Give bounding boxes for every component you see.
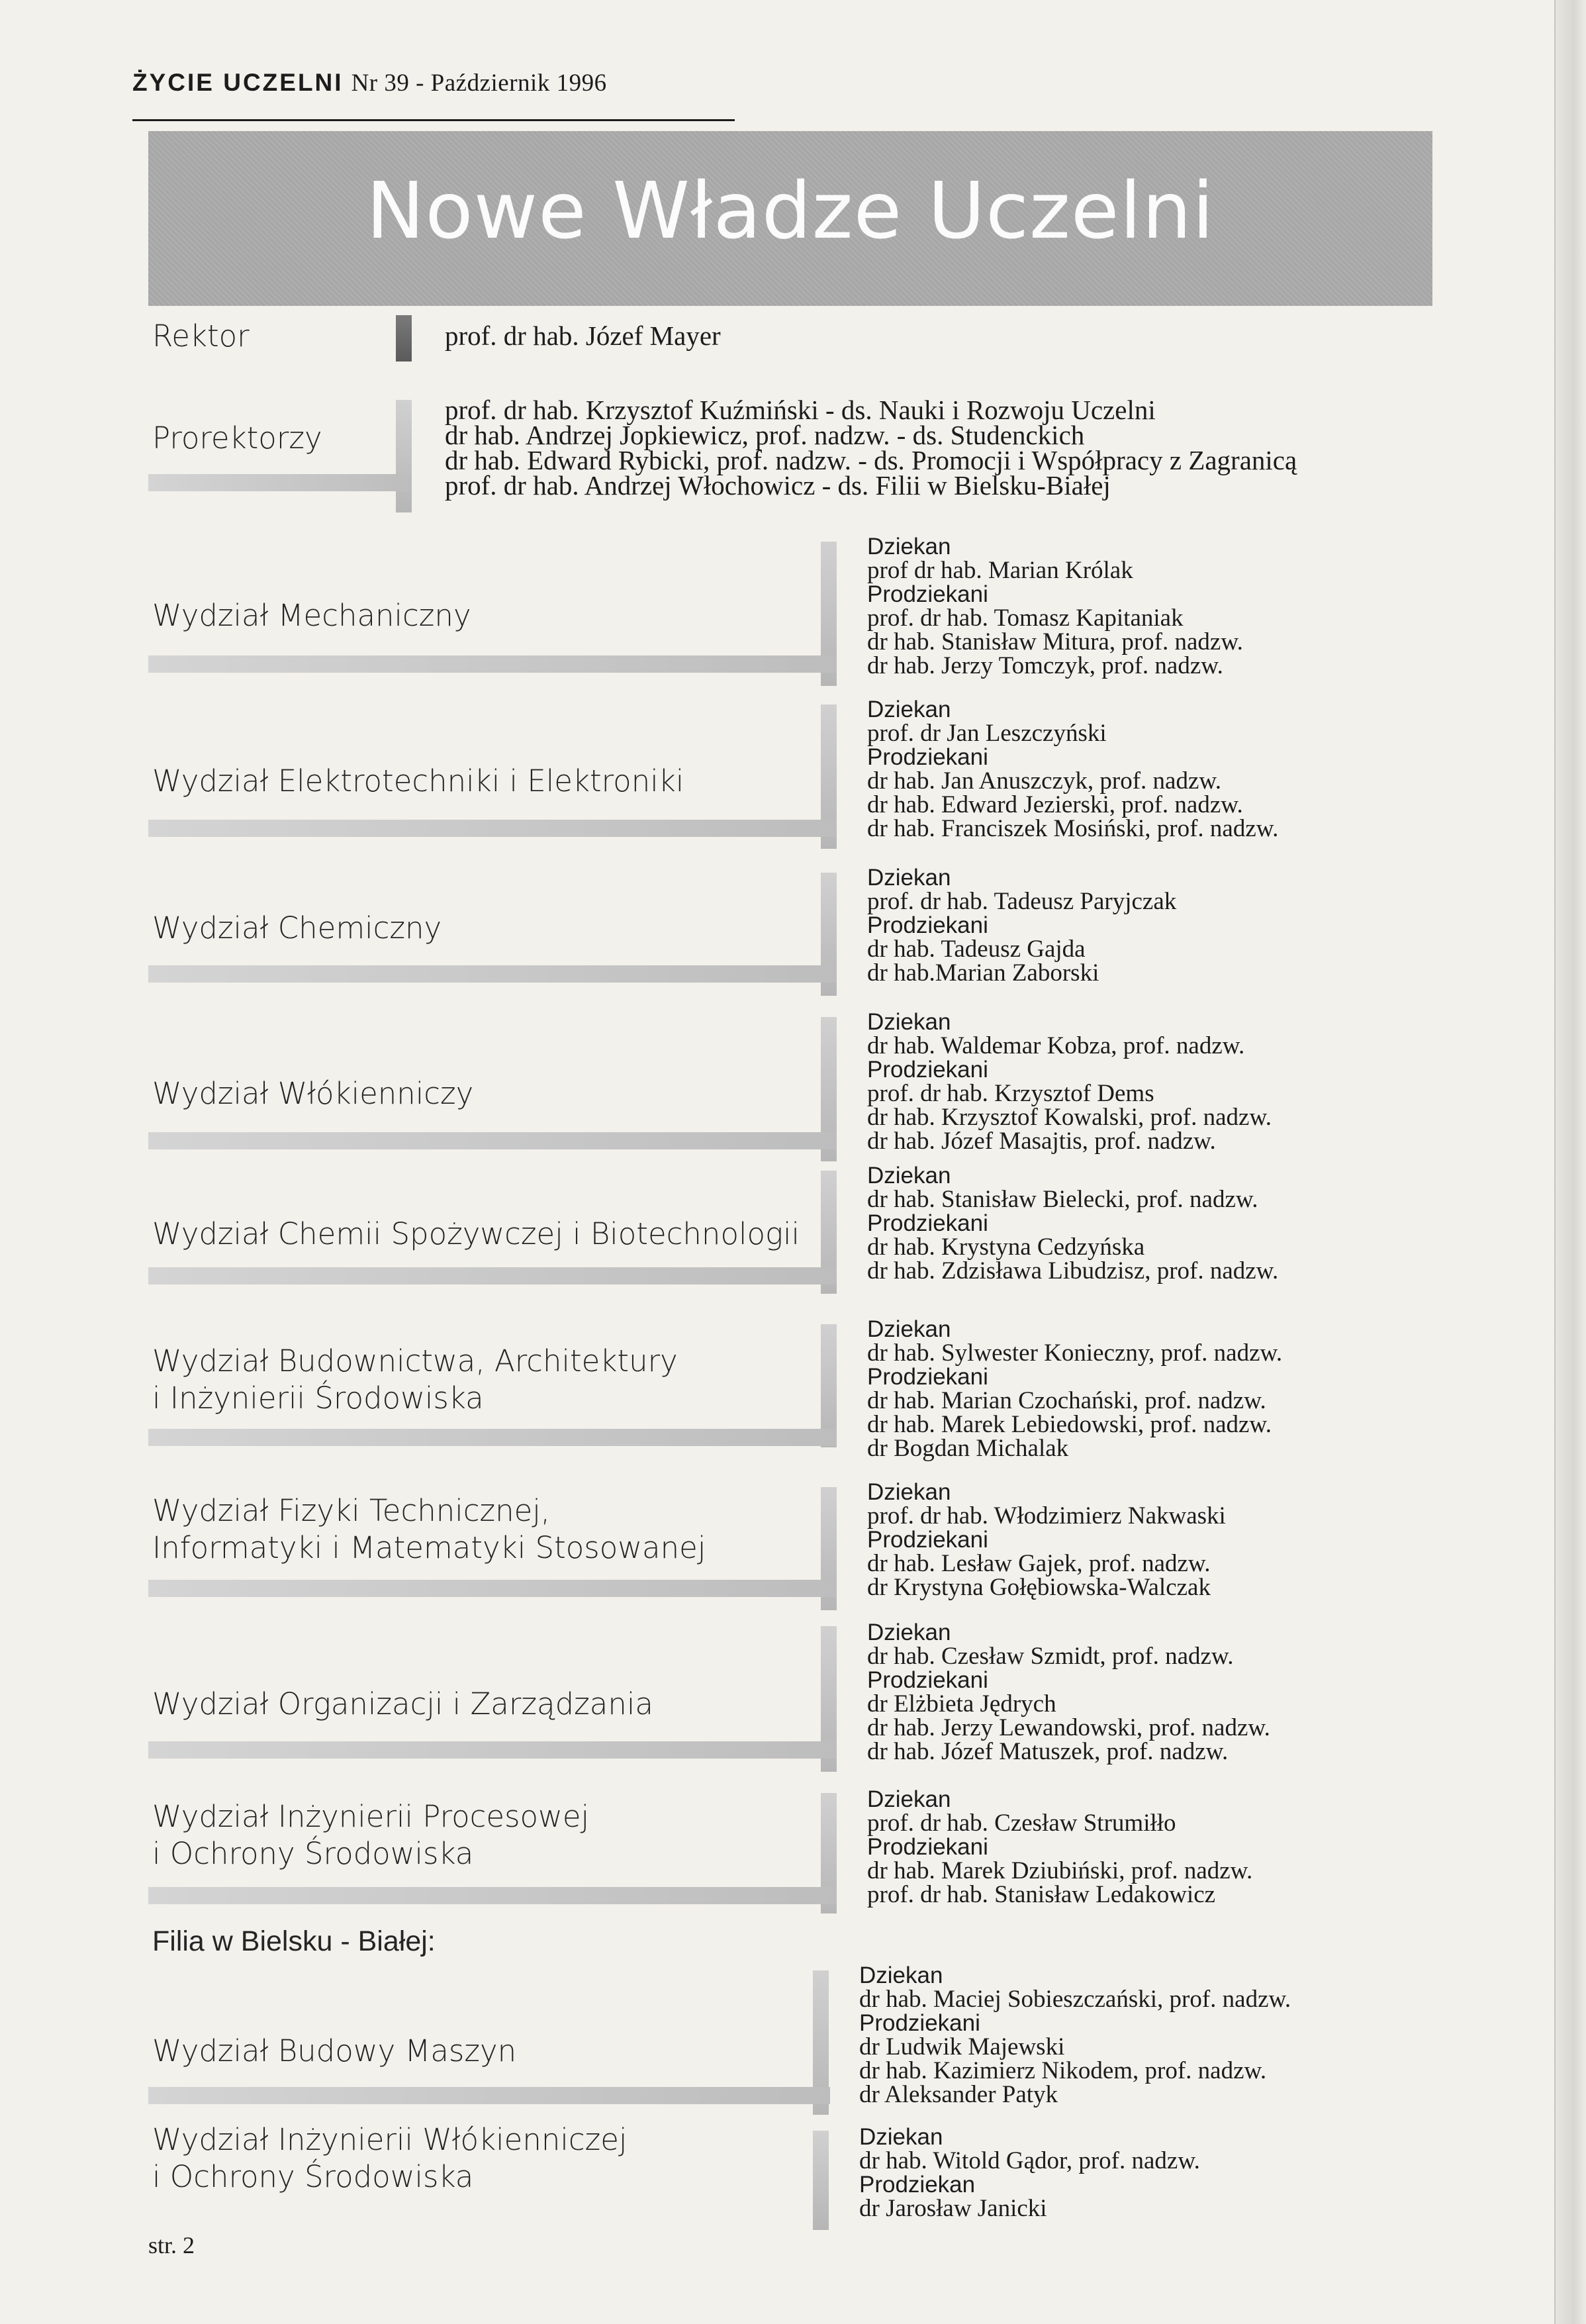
faculty-underbar — [148, 1887, 837, 1904]
faculty-staff — [867, 1164, 1278, 1283]
faculty-underbar — [148, 655, 837, 673]
prorektor-item: dr hab. Andrzej Jopkiewicz, prof. nadzw. - ds. Studenckich — [445, 420, 1085, 450]
role-label: Dziekan — [867, 1163, 951, 1188]
staff-line: dr Ludwik Majewski — [859, 2033, 1065, 2060]
staff-line: dr hab. Kazimierz Nikodem, prof. nadzw. — [859, 2057, 1267, 2084]
faculty-staff — [867, 698, 1278, 841]
banner-title: Nowe Władze Uczelni — [366, 165, 1215, 256]
role-label: Dziekan — [867, 1009, 951, 1035]
role-label: Prodziekani — [867, 912, 988, 938]
faculty-name-line: Wydział Budownictwa, Architektury — [152, 1343, 678, 1379]
faculty-underbar — [148, 2087, 830, 2104]
faculty-name: Wydział Elektrotechniki i Elektroniki — [152, 763, 684, 799]
staff-line: dr hab. Witold Gądor, prof. nadzw. — [859, 2147, 1200, 2174]
role-label: Prodziekani — [867, 1834, 988, 1860]
staff-line: prof. dr hab. Tadeusz Paryjczak — [867, 888, 1177, 915]
faculty-name-line: i Inżynierii Środowiska — [152, 1380, 484, 1416]
role-label: Dziekan — [867, 1479, 951, 1505]
faculty-staff — [867, 1010, 1272, 1153]
faculty-staff — [867, 1621, 1270, 1764]
staff-line: prof. dr hab. Stanisław Ledakowicz — [867, 1881, 1216, 1908]
staff-line: prof. dr hab. Krzysztof Dems — [867, 1080, 1154, 1107]
staff-line: dr hab.Marian Zaborski — [867, 959, 1099, 987]
rektor-content — [445, 320, 721, 351]
faculty-underbar — [148, 965, 837, 983]
role-label: Prodziekani — [867, 1667, 988, 1693]
staff-line: prof. dr hab. Czesław Strumiłło — [867, 1810, 1176, 1837]
rektor-name: prof. dr hab. Józef Mayer — [445, 320, 721, 351]
title-banner — [148, 131, 1432, 306]
faculty-staff — [867, 1788, 1252, 1907]
role-label: Prodziekani — [867, 1210, 988, 1236]
role-label: Prodziekani — [867, 581, 988, 607]
staff-line: dr Jarosław Janicki — [859, 2195, 1047, 2222]
staff-line: dr hab. Jerzy Lewandowski, prof. nadzw. — [867, 1714, 1270, 1741]
role-label: Prodziekan — [859, 2172, 976, 2198]
faculty-staff — [867, 866, 1176, 985]
prorektor-item: prof. dr hab. Andrzej Włochowicz - ds. Filii w Bielsku-Białej — [445, 470, 1111, 501]
faculty-name-line: Wydział Fizyki Technicznej, — [152, 1493, 551, 1528]
magazine-brand: ŻYCIE UCZELNI — [132, 69, 344, 96]
role-label: Prodziekani — [859, 2010, 980, 2036]
staff-line: dr hab. Waldemar Kobza, prof. nadzw. — [867, 1032, 1245, 1059]
faculty-name — [152, 1492, 706, 1567]
staff-line: dr hab. Franciszek Mosiński, prof. nadzw. — [867, 815, 1279, 842]
faculty-bar — [813, 2131, 829, 2230]
staff-line: dr hab. Maciej Sobieszczański, prof. nadzw. — [859, 1986, 1291, 2013]
staff-line: prof. dr Jan Leszczyński — [867, 720, 1107, 747]
staff-line: dr hab. Marek Dziubiński, prof. nadzw. — [867, 1857, 1253, 1884]
prorektor-item: prof. dr hab. Krzysztof Kuźmiński - ds. Nauki i Rozwoju Uczelni — [445, 395, 1156, 425]
staff-line: dr hab. Józef Matuszek, prof. nadzw. — [867, 1738, 1229, 1765]
staff-line: dr Bogdan Michalak — [867, 1435, 1069, 1462]
faculty-name — [152, 1343, 678, 1417]
issue-info: Nr 39 - Październik 1996 — [351, 70, 607, 97]
role-label: Dziekan — [867, 1316, 951, 1342]
prorektorzy-list — [445, 395, 1297, 501]
faculty-name — [152, 2121, 627, 2196]
page-header — [132, 69, 607, 97]
role-label: Dziekan — [867, 1786, 951, 1812]
prorektorzy-bar — [396, 400, 412, 512]
prorektorzy-label: Prorektorzy — [152, 420, 322, 456]
prorektor-item: dr hab. Edward Rybicki, prof. nadzw. - ds. Promocji i Współpracy z Zagranicą — [445, 445, 1297, 475]
staff-line: dr hab. Tadeusz Gajda — [867, 936, 1086, 963]
faculty-name: Wydział Chemii Spożywczej i Biotechnologii — [152, 1216, 800, 1251]
staff-line: dr hab. Czesław Szmidt, prof. nadzw. — [867, 1643, 1234, 1670]
role-label: Prodziekani — [867, 1527, 988, 1553]
staff-line: dr hab. Stanisław Mitura, prof. nadzw. — [867, 628, 1243, 655]
faculty-name-line: Wydział Inżynierii Włókienniczej — [152, 2122, 628, 2157]
role-label: Prodziekani — [867, 1057, 988, 1083]
page-edge — [1554, 0, 1586, 2324]
staff-line: prof. dr hab. Tomasz Kapitaniak — [867, 605, 1184, 632]
faculty-name-line: Informatyki i Matematyki Stosowanej — [152, 1530, 706, 1565]
role-label: Dziekan — [867, 865, 951, 891]
staff-line: prof dr hab. Marian Królak — [867, 557, 1133, 584]
faculty-underbar — [148, 820, 837, 837]
staff-line: dr hab. Marek Lebiedowski, prof. nadzw. — [867, 1411, 1272, 1438]
faculty-name-line: i Ochrony Środowiska — [152, 2159, 474, 2194]
faculty-name-line: Wydział Inżynierii Procesowej — [152, 1799, 590, 1834]
role-label: Dziekan — [867, 697, 951, 722]
page-number: str. 2 — [148, 2232, 195, 2258]
faculty-name: Wydział Włókienniczy — [152, 1076, 474, 1111]
faculty-name: Wydział Organizacji i Zarządzania — [152, 1686, 653, 1721]
faculty-name: Wydział Chemiczny — [152, 910, 442, 945]
faculty-name: Wydział Budowy Maszyn — [152, 2033, 517, 2068]
faculty-underbar — [148, 1429, 837, 1446]
prorektorzy-underbar — [148, 474, 412, 491]
faculty-staff — [859, 1964, 1291, 2107]
role-label: Dziekan — [867, 534, 951, 559]
faculty-name: Wydział Mechaniczny — [152, 598, 471, 633]
staff-line: dr hab. Jerzy Tomczyk, prof. nadzw. — [867, 652, 1223, 679]
staff-line: prof. dr hab. Włodzimierz Nakwaski — [867, 1502, 1226, 1529]
staff-line: dr hab. Jan Anuszczyk, prof. nadzw. — [867, 767, 1221, 795]
faculty-underbar — [148, 1132, 837, 1149]
faculty-name-line: i Ochrony Środowiska — [152, 1836, 474, 1871]
role-label: Dziekan — [859, 1962, 943, 1988]
staff-line: dr Krystyna Gołębiowska-Walczak — [867, 1574, 1211, 1601]
staff-line: dr hab. Marian Czochański, prof. nadzw. — [867, 1387, 1266, 1414]
faculty-name — [152, 1798, 589, 1872]
staff-line: dr Elżbieta Jędrych — [867, 1690, 1056, 1718]
staff-line: dr Aleksander Patyk — [859, 2081, 1058, 2108]
staff-line: dr hab. Stanisław Bielecki, prof. nadzw. — [867, 1186, 1258, 1213]
role-label: Dziekan — [867, 1620, 951, 1645]
rektor-bar — [396, 315, 412, 362]
header-rule — [132, 119, 735, 121]
role-label: Dziekan — [859, 2124, 943, 2150]
faculty-staff — [867, 535, 1243, 678]
faculty-underbar — [148, 1741, 837, 1759]
staff-line: dr hab. Edward Jezierski, prof. nadzw. — [867, 791, 1243, 818]
staff-line: dr hab. Lesław Gajek, prof. nadzw. — [867, 1550, 1211, 1577]
faculty-staff — [859, 2125, 1200, 2221]
role-label: Prodziekani — [867, 744, 988, 770]
staff-line: dr hab. Krzysztof Kowalski, prof. nadzw. — [867, 1104, 1272, 1131]
staff-line: dr hab. Zdzisława Libudzisz, prof. nadzw. — [867, 1257, 1279, 1284]
staff-line: dr hab. Józef Masajtis, prof. nadzw. — [867, 1128, 1216, 1155]
faculty-underbar — [148, 1580, 837, 1597]
role-label: Prodziekani — [867, 1364, 988, 1390]
staff-line: dr hab. Krystyna Cedzyńska — [867, 1234, 1145, 1261]
branch-heading: Filia w Bielsku - Białej: — [152, 1925, 436, 1957]
staff-line: dr hab. Sylwester Konieczny, prof. nadzw. — [867, 1339, 1283, 1367]
rektor-label: Rektor — [152, 318, 250, 354]
faculty-staff — [867, 1480, 1226, 1600]
faculty-staff — [867, 1318, 1282, 1461]
faculty-underbar — [148, 1267, 837, 1284]
